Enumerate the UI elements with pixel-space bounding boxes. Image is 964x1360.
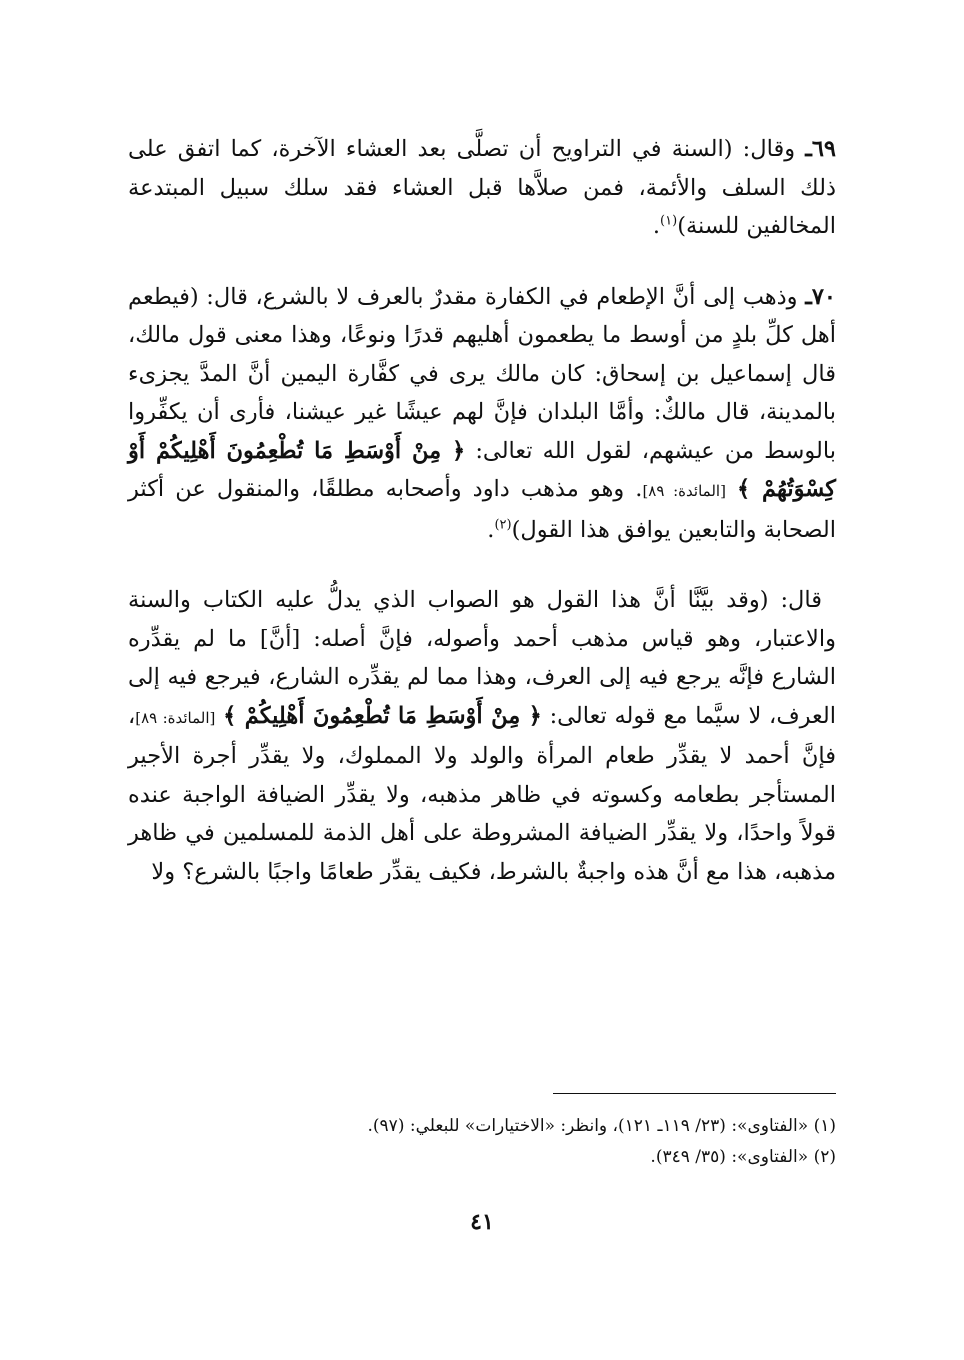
paragraph-text: قال: (وقد بيَّنَّا أنَّ هذا القول هو الصواب الذي يدلُّ عليه الكتاب والسنة والاعتبار، وهو قياس مذهب أحمد وأصوله، فإنَّ أصله: [أنَّ] ما لم يقدِّره الشارع فإنَّه يرجع فيه إلى العرف، وهذا مما لم يقدِّره الشارع، فيرجع فيه إلى العرف، لا سيَّما مع قوله تعالى: (128, 587, 837, 729)
footnote-marker[interactable]: (١) (660, 213, 678, 229)
page-number: ٤١ (470, 1209, 494, 1235)
footnotes (128, 1111, 836, 1173)
quran-verse: ﴿ مِنْ أَوْسَطِ مَا تُطْعِمُونَ أَهْلِيكُمْ أَوْ كِسْوَتُهُمْ ﴾ (128, 437, 836, 502)
paragraph-tail: . (652, 213, 661, 239)
paragraph-70 (128, 278, 836, 550)
quran-reference: [المائدة: ٨٩] (135, 708, 216, 727)
page-body (128, 130, 836, 923)
footnote-1: (١) «الفتاوى»: (٢٣/ ١١٩ـ ١٢١)، وانظر: «الاختيارات» للبعلي: (٩٧). (367, 1116, 836, 1136)
paragraph-text-continued: . وهو مذهب داود وأصحابه مطلقًا، والمنقول عن أكثر الصحابة والتابعين يوافق هذا القول) (128, 476, 836, 543)
paragraph-tail: . (487, 516, 495, 543)
paragraph-text: وذهب إلى أنَّ الإطعام في الكفارة مقدرٌ بالعرف لا بالشرع، قال: (فيطعم أهل كلِّ بلدٍ من أوسط ما يطعمون أهليهم قدرًا ونوعًا، وهذا معنى قول مالك، قال إسماعيل بن إسحاق: كان مالك يرى في كفَّارة اليمين أنَّ المدَّ يجزىء بالمدينة، قال مالكٌ: وأمَّا البلدان فإنَّ لهم عيشًا غير عيشنا، فأرى أن يكفِّروا بالوسط من عيشهم، لقول الله تعالى: (128, 283, 836, 464)
quran-reference: [المائدة: ٨٩] (642, 482, 726, 500)
footnote-marker[interactable]: (٢) (494, 517, 512, 532)
paragraph-69 (128, 130, 836, 246)
paragraph-number: ٦٩ـ (805, 136, 836, 162)
paragraph-quote (128, 581, 836, 891)
paragraph-text: وقال: (السنة في التراويح أن تصلَّى بعد العشاء الآخرة، كما اتفق على ذلك السلف والأئمة، فمن صلاَّها قبل العشاء فقد سلك سبيل المبتدعة المخالفين للسنة) (128, 136, 836, 239)
footnote-2: (٢) «الفتاوى»: (٣٥/ ٣٤٩). (650, 1147, 836, 1167)
paragraph-text-continued: ، فإنَّ أحمد لا يقدِّر طعام المرأة والولد ولا المملوك، ولا يقدِّر أجرة الأجير المستأجر بطعامه وكسوته في ظاهر مذهبه، ولا يقدِّر الضيافة الواجبة عنده قولاً واحدًا، ولا يقدِّر الضيافة المشروطة على أهل الذمة للمسلمين في ظاهر مذهبه، هذا مع أنَّ هذه واجبةٌ بالشرط، فكيف يقدِّر طعامًا واجبًا بالشرع؟ ولا (128, 702, 836, 885)
footnote-separator (553, 1093, 836, 1094)
paragraph-number: ٧٠ـ (805, 283, 836, 310)
quran-verse: ﴿ مِنْ أَوْسَطِ مَا تُطْعِمُونَ أَهْلِيكُمْ ﴾ (223, 702, 542, 729)
